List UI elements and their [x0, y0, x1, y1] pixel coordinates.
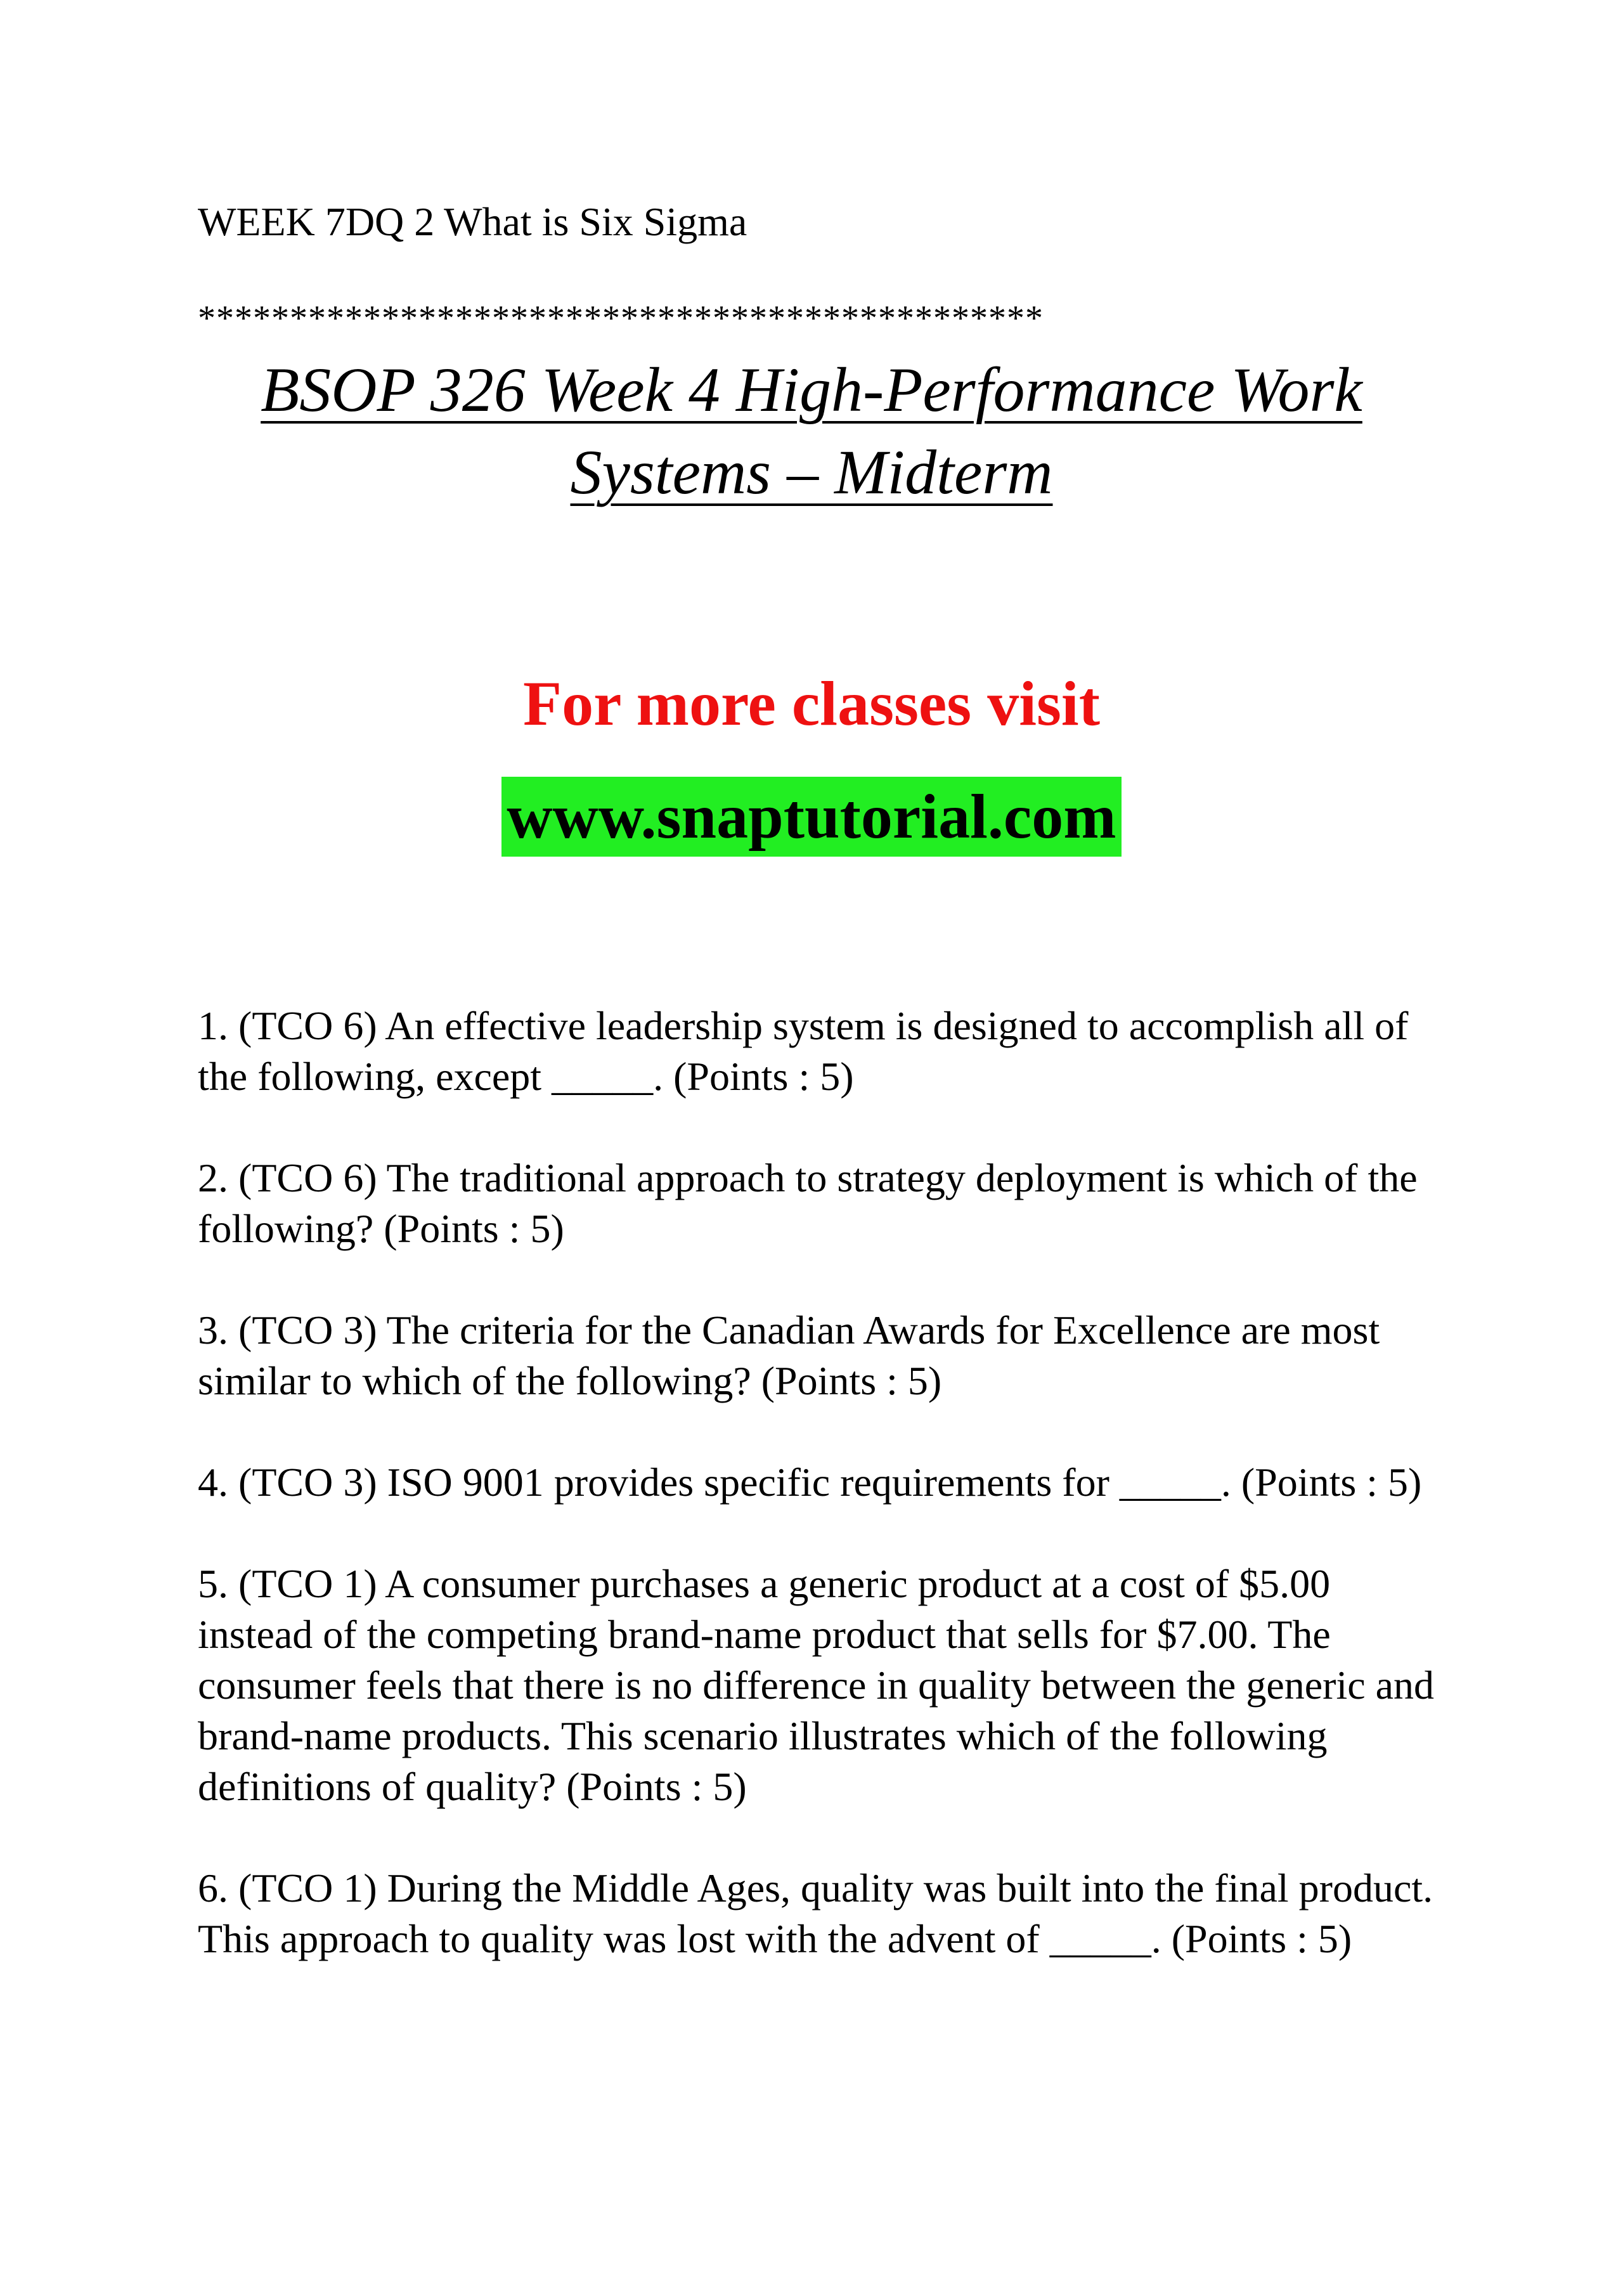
question-6: 6. (TCO 1) During the Middle Ages, quality was built into the final product. This approach to quality was lost with the advent of _____. (Points : 5) — [198, 1865, 1433, 1961]
promo-text: For more classes visit — [522, 668, 1100, 739]
document-title-line-2: Systems – Midterm — [570, 437, 1053, 507]
document-title-line-1: BSOP 326 Week 4 High-Performance Work — [261, 354, 1362, 425]
promo-url-container — [0, 777, 1623, 857]
question-4: 4. (TCO 3) ISO 9001 provides specific requirements for _____. (Points : 5) — [198, 1460, 1422, 1505]
question-1: 1. (TCO 6) An effective leadership system is designed to accomplish all of the following, except _____. (Points : 5) — [198, 1003, 1409, 1099]
question-3: 3. (TCO 3) The criteria for the Canadian Awards for Excellence are most similar to which of the following? (Points : 5) — [198, 1307, 1380, 1403]
week-heading: WEEK 7DQ 2 What is Six Sigma — [198, 199, 747, 244]
promo-url-link[interactable]: www.snaptutorial.com — [501, 777, 1121, 857]
question-5: 5. (TCO 1) A consumer purchases a generic product at a cost of $5.00 instead of the competing brand-name product that sells for $7.00. The consumer feels that there is no difference in quality between the generic and brand-name products. This scenario illustrates which of the following definitions of quality? (Points : 5) — [198, 1561, 1435, 1809]
asterisk-divider: ********************************************** — [198, 299, 1044, 338]
question-list — [198, 1001, 1453, 2015]
question-2: 2. (TCO 6) The traditional approach to strategy deployment is which of the following? (Points : 5) — [198, 1155, 1418, 1251]
